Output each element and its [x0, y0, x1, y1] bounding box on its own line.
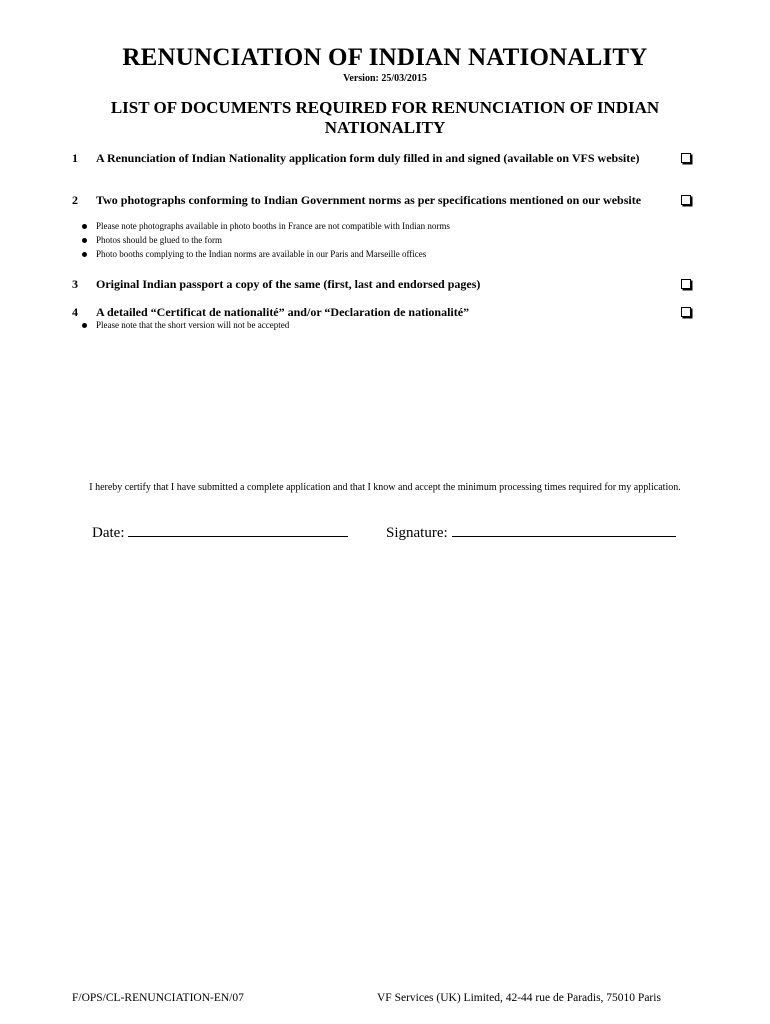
item-number: 4: [72, 305, 78, 319]
bullet-icon: [82, 224, 87, 229]
item-2-notes: [82, 219, 682, 261]
item-text: Original Indian passport a copy of the same (first, last and endorsed pages): [96, 277, 481, 291]
note-item: Please note that the short version will not be accepted: [82, 318, 682, 332]
item-text: A detailed “Certificat de nationalité” and/or “Declaration de nationalité”: [96, 305, 470, 319]
date-field[interactable]: [128, 524, 348, 537]
certification-statement: I hereby certify that I have submitted a complete application and that I know and accept the minimum processing times required for my application.: [89, 482, 681, 493]
item-number: 1: [72, 151, 78, 165]
note-item: Photo booths complying to the Indian norms are available in our Paris and Marseille offices: [82, 247, 682, 261]
item-4-notes: [82, 318, 682, 332]
date-label: Date:: [92, 525, 125, 541]
item-text: A Renunciation of Indian Nationality application form duly filled in and signed (available on VFS website): [96, 151, 640, 165]
document-subtitle: LIST OF DOCUMENTS REQUIRED FOR RENUNCIATION OF INDIAN NATIONALITY: [110, 98, 660, 137]
item-text: Two photographs conforming to Indian Government norms as per specifications mentioned on our website: [96, 193, 642, 207]
company-address: VF Services (UK) Limited, 42-44 rue de Paradis, 75010 Paris: [377, 992, 661, 1004]
signature-label: Signature:: [385, 525, 448, 541]
checkbox-icon[interactable]: [681, 279, 691, 289]
form-code: F/OPS/CL-RENUNCIATION-EN/07: [72, 992, 244, 1004]
note-item: Please note photographs available in photo booths in France are not compatible with Indian norms: [82, 219, 682, 233]
version-label: Version: 25/03/2015: [343, 73, 427, 84]
checkbox-icon[interactable]: [681, 307, 691, 317]
note-item: Photos should be glued to the form: [82, 233, 682, 247]
bullet-icon: [82, 238, 87, 243]
bullet-icon: [82, 252, 87, 257]
bullet-icon: [82, 323, 87, 328]
checkbox-icon[interactable]: [681, 153, 691, 163]
item-number: 3: [72, 277, 78, 291]
checkbox-icon[interactable]: [681, 195, 691, 205]
signature-field[interactable]: [452, 524, 676, 537]
document-title: RENUNCIATION OF INDIAN NATIONALITY: [122, 44, 648, 71]
signature-block: [92, 524, 676, 542]
item-number: 2: [72, 193, 78, 207]
